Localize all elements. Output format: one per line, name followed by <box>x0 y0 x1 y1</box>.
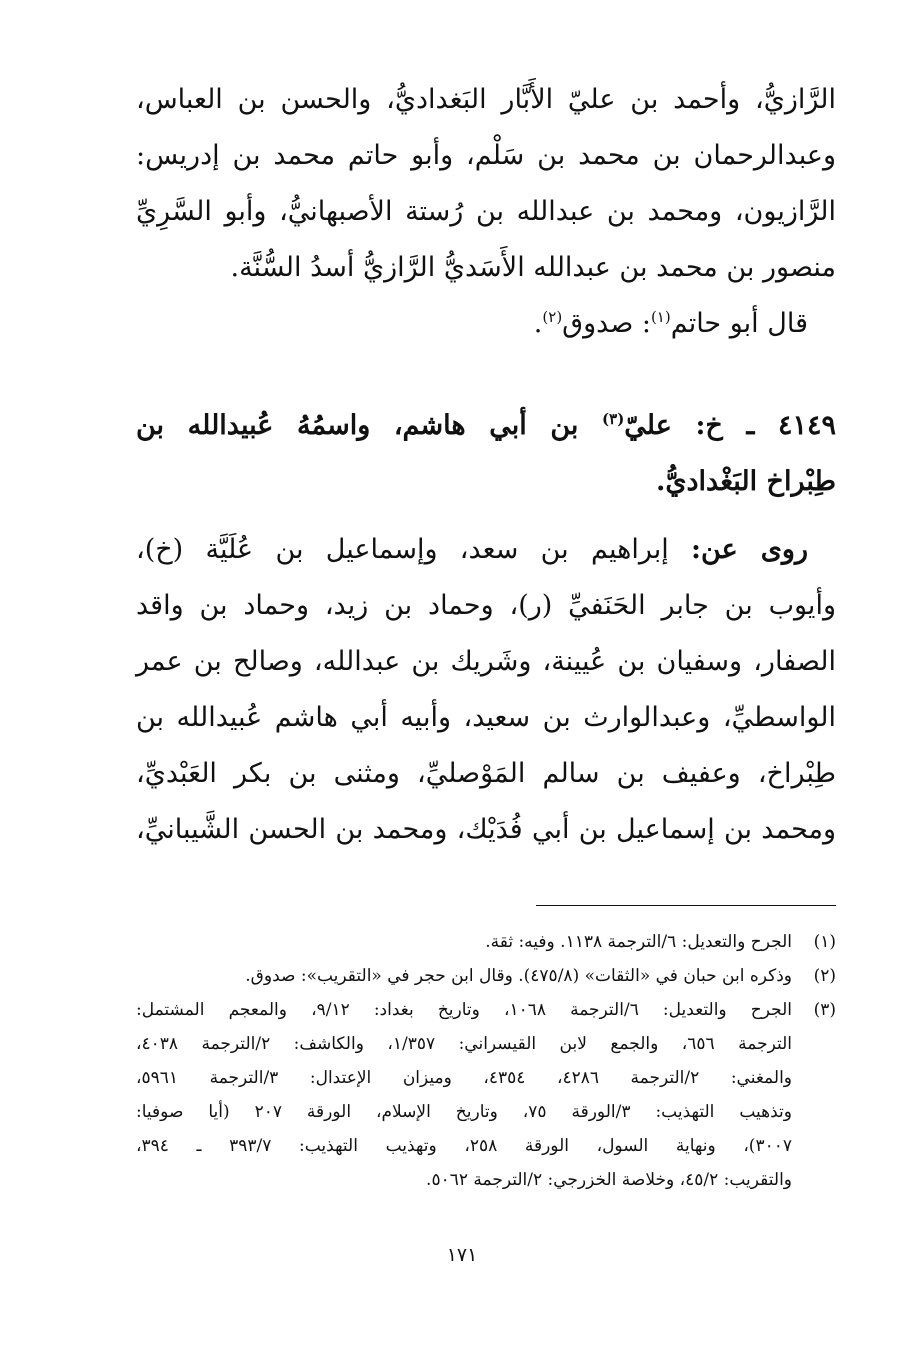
quote-end: . <box>533 308 543 339</box>
footnote-3 <box>136 993 836 1197</box>
footnotes <box>136 925 836 1197</box>
entry-title-line <box>136 398 836 454</box>
footnote-ref-1: (١) <box>650 308 671 326</box>
text-line: ومحمد بن إسماعيل بن أبي فُدَيْك، ومحمد بن الحسن الشَّيبانيِّ، <box>136 814 836 845</box>
entry-header <box>136 398 836 510</box>
footnote-line: وتذهيب التهذيب: ٣/الورقة ٧٥، وتاريخ الإسلام، الورقة ٢٠٧ (أيا صوفيا: <box>136 1102 793 1122</box>
text-line: وعبدالرحمان بن محمد بن سَلْم، وأبو حاتم محمد بن إدريس: <box>136 140 836 171</box>
text-line: منصور بن محمد بن عبدالله الأَسَديُّ الرَّازيُّ أسدُ السُّنَّة. <box>230 252 836 283</box>
entry-name-rest: بن أبي هاشم، واسمُهُ عُبيدالله بن <box>136 410 579 441</box>
page-number: ١٧١ <box>446 1244 478 1266</box>
footnote-2 <box>136 959 836 993</box>
footnote-number: (٣) <box>813 1000 836 1020</box>
narrated-first-line-text: إبراهيم بن سعد، وإسماعيل بن عُلَيَّة (خ)، <box>136 534 669 565</box>
footnote-number: (١) <box>813 932 836 952</box>
footnote-line: ٣٠٠٧)، ونهاية السول، الورقة ٢٥٨، وتهذيب التهذيب: ٣٩٣/٧ ـ ٣٩٤، <box>136 1136 792 1156</box>
text-line: الصفار، وسفيان بن عُيينة، وشَريك بن عبدالله، وصالح بن عمر <box>136 646 836 677</box>
abu-hatim-quote <box>136 296 836 352</box>
footnote-ref-3: (٣) <box>602 410 625 428</box>
footnote-line: الجرح والتعديل: ٦/الترجمة ١٠٦٨، وتاريخ بغداد: ٩/١٢، والمعجم المشتمل: <box>136 1000 792 1020</box>
text-line: وأيوب بن جابر الحَنَفيِّ (ر)، وحماد بن زيد، وحماد بن واقد <box>136 590 836 621</box>
narrated-first-line <box>136 522 836 578</box>
text-line: الرَّازيُّ، وأحمد بن عليّ الأَبَّار البَغداديُّ، والحسن بن العباس، <box>136 84 836 115</box>
footnote-line: الترجمة ٦٥٦، والجمع لابن القيسراني: ١/٣٥٧، والكاشف: ٢/الترجمة ٤٠٣٨، <box>136 1034 792 1054</box>
text-line: الرَّازيون، ومحمد بن عبدالله بن رُستة الأصبهانيُّ، وأبو السَّرِيِّ <box>136 196 836 227</box>
footnote-number: (٢) <box>813 966 836 986</box>
footnote-1 <box>136 925 836 959</box>
narrated-from-paragraph <box>136 522 836 858</box>
footnote-line: والتقريب: ٤٥/٢، وخلاصة الخزرجي: ٢/الترجمة ٥٠٦٢. <box>426 1170 792 1190</box>
quote-prefix: قال أبو حاتم <box>670 308 808 339</box>
footnote-ref-2: (٢) <box>542 308 563 326</box>
narrated-keyword: روى عن: <box>691 534 808 565</box>
text-line: الواسطيِّ، وعبدالوارث بن سعيد، وأبيه أبي هاشم عُبيدالله بن <box>136 702 836 733</box>
footnote-line: الجرح والتعديل: ٦/الترجمة ١١٣٨. وفيه: ثقة. <box>485 932 792 952</box>
entry-number: ٤١٤٩ ـ خ: <box>695 410 836 441</box>
quote-verdict: : صدوق <box>562 308 651 339</box>
entry-name: عليّ <box>624 410 672 441</box>
text-line: طِبْراخ، وعفيف بن سالم المَوْصليِّ، ومثنى بن بكر العَبْديِّ، <box>136 758 836 789</box>
entry-title-line-2: طِبْراخ البَغْداديُّ. <box>656 466 836 497</box>
footnote-separator <box>536 905 836 906</box>
footnote-line: والمغني: ٢/الترجمة ٤٢٨٦، ٤٣٥٤، وميزان الإعتدال: ٣/الترجمة ٥٩٦١، <box>136 1068 792 1088</box>
footnote-line: وذكره ابن حبان في «الثقات» (٤٧٥/٨). وقال ابن حجر في «التقريب»: صدوق. <box>245 966 792 986</box>
opening-paragraph <box>136 72 836 352</box>
